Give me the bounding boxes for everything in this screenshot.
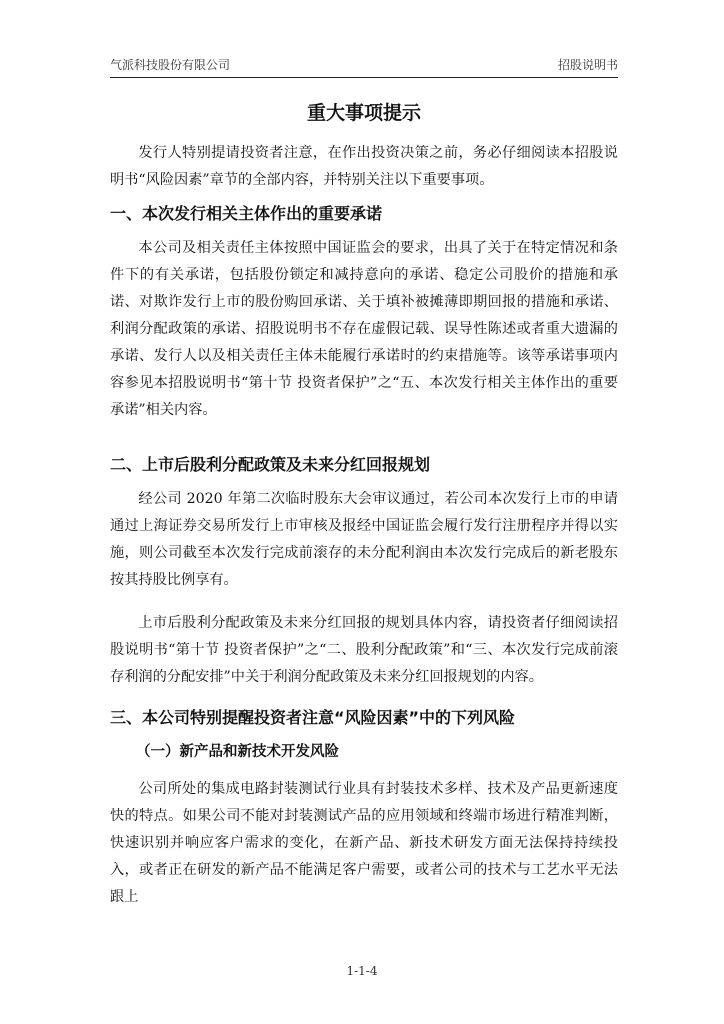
section-2-paragraph-1: 经公司 2020 年第二次临时股东大会审议通过，若公司本次发行上市的申请通过上海证券交易所发行上市审核及报经中国证监会履行发行注册程序并得以实施，则公司截至本次发行完成前滚存的未分配利润由本次发行完成后的新老股东按其持股比例享有。 (110, 491, 618, 588)
intro-paragraph: 发行人特别提请投资者注意，在作出投资决策之前，务必仔细阅读本招股说明书“风险因素”章节的全部内容，并特别关注以下重要事项。 (110, 145, 618, 188)
section-3 (110, 705, 618, 731)
section-1-paragraph-1: 本公司及相关责任主体按照中国证监会的要求，出具了关于在特定情况和条件下的有关承诺，包括股份锁定和减持意向的承诺、稳定公司股价的措施和承诺、对欺诈发行上市的股份购回承诺、关于填补被摊薄即期回报的措施和承诺、利润分配政策的承诺、招股说明书不存在虚假记载、误导性陈述或者重大遗漏的承诺、发行人以及相关责任主体未能履行承诺时的约束措施等。该等承诺事项内容参见本招股说明书“第十节 投资者保护”之“五、本次发行相关主体作出的重要承诺”相关内容。 (110, 240, 618, 418)
section-3-heading: 三、本公司特别提醒投资者注意“风险因素”中的下列风险 (110, 708, 516, 727)
section-3-body (110, 776, 618, 911)
page-title: 重大事项提示 (306, 102, 421, 124)
section-2 (110, 452, 618, 478)
section-2-paragraph-2: 上市后股利分配政策及未来分红回报的规划具体内容，请投资者仔细阅读招股说明书“第十节 投资者保护”之“二、股利分配政策”和“三、本次发行完成前滚存利润的分配安排”中关于利润分配政策及未来分红回报规划的内容。 (110, 615, 618, 685)
section-3-subsection (110, 740, 618, 764)
section-3-paragraph-1: 公司所处的集成电路封装测试行业具有封装技术多样、技术及产品更新速度快的特点。如果公司不能对封装测试产品的应用领域和终端市场进行精准判断，快速识别并响应客户需求的变化，在新产品、新技术研发方面无法保持持续投入，或者正在研发的新产品不能满足客户需要，或者公司的技术与工艺水平无法跟上 (110, 781, 618, 905)
section-2-body-2 (110, 610, 618, 691)
section-1 (110, 201, 618, 227)
section-3-subheading: （一）新产品和新技术开发风险 (136, 744, 339, 760)
header-divider (110, 77, 618, 78)
header-company-name: 气派科技股份有限公司 (110, 58, 231, 72)
page-header (110, 58, 618, 72)
page-number: 1-1-4 (346, 964, 378, 978)
section-1-heading: 一、本次发行相关主体作出的重要承诺 (110, 204, 383, 223)
section-2-body-1 (110, 486, 618, 594)
section-1-body (110, 235, 618, 424)
intro-block (110, 140, 618, 194)
section-2-heading: 二、上市后股利分配政策及未来分红回报规划 (110, 455, 431, 474)
header-document-type: 招股说明书 (557, 58, 618, 72)
